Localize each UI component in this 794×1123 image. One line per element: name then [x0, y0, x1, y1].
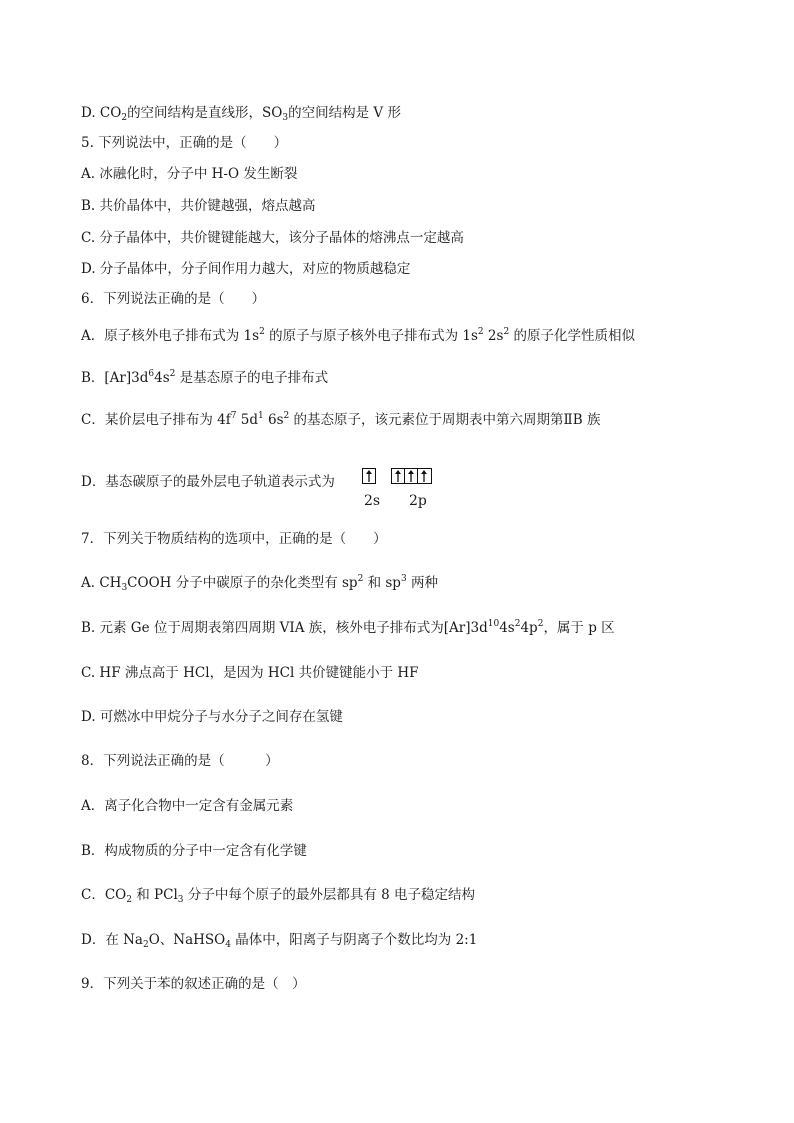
option-d-q6: D．基态碳原子的最外层电子轨道表示式为	[81, 474, 335, 490]
option-c-q8: C．$CO_2$ 和 PCl$_3$ 分子中每个原子的最外层都具有 8 电子稳定结构	[81, 887, 475, 905]
up-arrow-icon	[394, 470, 402, 482]
up-arrow-icon	[365, 470, 373, 482]
up-arrow-icon	[420, 470, 428, 482]
orbital-diagram	[362, 466, 472, 512]
orbital-box-2p-2	[404, 468, 418, 484]
option-b-q7: B. 元素 Ge 位于周期表第四周期 VIA 族，核外电子排布式为$[Ar]3d^{10}4s^24p^2$，属于 p 区	[81, 619, 615, 636]
option-d-q8: D．在 $Na_2O$、NaHSO$_4$ 晶体中，阳离子与阴离子个数比均为 2:1	[81, 932, 478, 950]
option-c-q7: C. HF 沸点高于 HCl，是因为 HCl 共价键键能小于 HF	[81, 665, 419, 681]
question-6: 6．下列说法正确的是（ ）	[81, 291, 266, 307]
orbital-box-2s	[362, 468, 376, 484]
orbital-box-2p-1	[391, 468, 405, 484]
option-c-q6: C．某价层电子排布为 $4f^7$ $5d^1$ $6s^2$ 的基态原子，该元素位于周期表中第六周期第ⅡB 族	[81, 411, 601, 428]
orbital-label-2p: 2p	[409, 493, 427, 509]
option-c-q5: C. 分子晶体中，共价键键能越大，该分子晶体的熔沸点一定越高	[81, 230, 464, 246]
option-a-q7: A. $CH_3COOH$ 分子中碳原子的杂化类型有 $sp^2$ 和 $sp^3$ 两种	[81, 574, 438, 593]
orbital-label-2s: 2s	[364, 493, 381, 509]
orbital-box-2p-3	[417, 468, 432, 484]
option-d-q4: D. $CO_2$的空间结构是直线形，$SO_3$的空间结构是 V 形	[81, 105, 401, 123]
question-7: 7．下列关于物质结构的选项中，正确的是（ ）	[81, 531, 387, 547]
option-a-q8: A．离子化合物中一定含有金属元素	[81, 798, 294, 814]
option-b-q8: B．构成物质的分子中一定含有化学键	[81, 843, 307, 859]
question-5: 5. 下列说法中，正确的是（ ）	[81, 135, 288, 151]
option-d-q7: D. 可燃冰中甲烷分子与水分子之间存在氢键	[81, 709, 343, 725]
option-a-q6: A．原子核外电子排布式为 $1s^2$ 的原子与原子核外电子排布式为 $1s^2$ $2s^2$ 的原子化学性质相似	[81, 327, 635, 344]
option-b-q5: B. 共价晶体中，共价键越强，熔点越高	[81, 198, 316, 214]
question-8: 8．下列说法正确的是（ ）	[81, 753, 279, 769]
option-a-q5: A. 冰融化时，分子中 H-O 发生断裂	[81, 166, 298, 182]
option-d-q5: D. 分子晶体中，分子间作用力越大，对应的物质越稳定	[81, 261, 411, 277]
question-9: 9．下列关于苯的叙述正确的是（ ）	[81, 976, 306, 992]
option-b-q6: B．$[Ar]3d^64s^2$ 是基态原子的电子排布式	[81, 369, 329, 386]
up-arrow-icon	[407, 470, 415, 482]
